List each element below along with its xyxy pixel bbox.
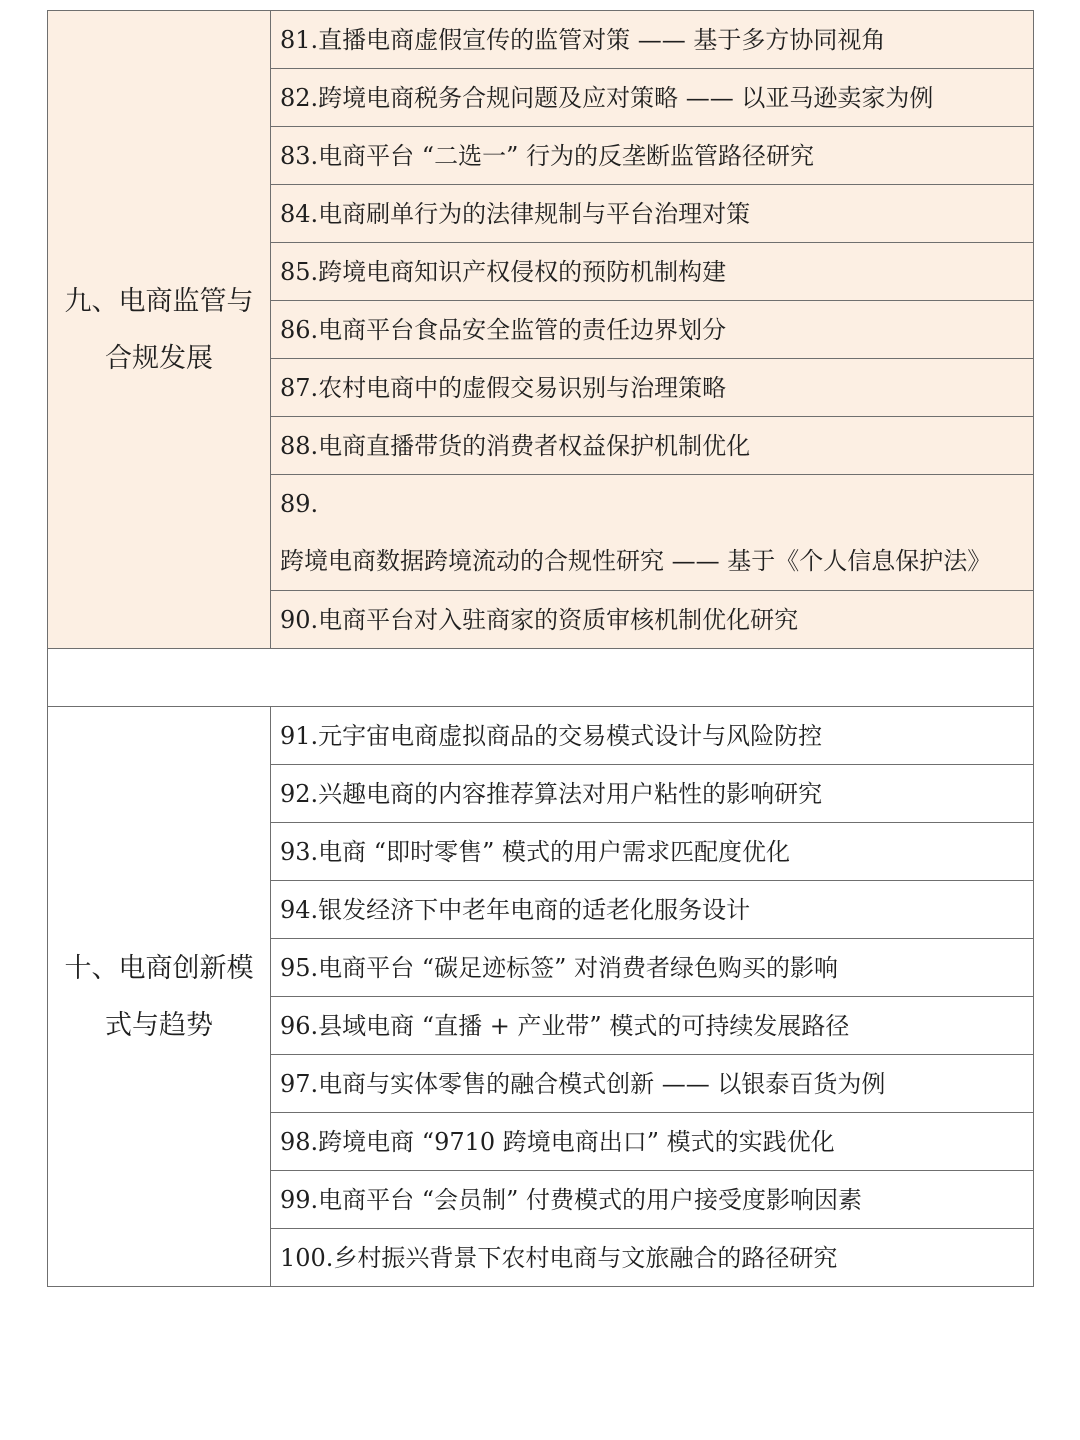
topic-table <box>47 10 1034 1287</box>
item-title: 电商平台对入驻商家的资质审核机制优化研究 <box>318 605 799 634</box>
item-number: 98. <box>280 1127 319 1156</box>
topic-item <box>271 359 1034 417</box>
table-row <box>48 707 1034 765</box>
item-number: 83. <box>280 141 319 170</box>
topic-item <box>271 475 1034 591</box>
item-title: 跨境电商知识产权侵权的预防机制构建 <box>318 257 727 286</box>
topic-item <box>271 301 1034 359</box>
spacer-row <box>48 649 1034 707</box>
topic-item <box>271 1229 1034 1287</box>
item-title: 银发经济下中老年电商的适老化服务设计 <box>318 895 751 924</box>
topic-item <box>271 243 1034 301</box>
item-number: 81. <box>280 25 319 54</box>
topic-item <box>271 591 1034 649</box>
item-title: 电商平台食品安全监管的责任边界划分 <box>318 315 727 344</box>
topic-item <box>271 1171 1034 1229</box>
topic-item <box>271 1055 1034 1113</box>
item-number: 94. <box>280 895 319 924</box>
item-title: 电商刷单行为的法律规制与平台治理对策 <box>318 199 751 228</box>
item-title: 电商与实体零售的融合模式创新 —— 以银泰百货为例 <box>318 1069 886 1098</box>
item-title: 兴趣电商的内容推荐算法对用户粘性的影响研究 <box>318 779 823 808</box>
item-number: 87. <box>280 373 319 402</box>
item-number: 89. <box>280 489 319 518</box>
item-number: 92. <box>280 779 319 808</box>
item-title: 电商平台 “二选一” 行为的反垄断监管路径研究 <box>318 141 814 170</box>
topic-item <box>271 881 1034 939</box>
item-number: 84. <box>280 199 319 228</box>
item-title: 农村电商中的虚假交易识别与治理策略 <box>318 373 727 402</box>
topic-item <box>271 707 1034 765</box>
item-number: 93. <box>280 837 319 866</box>
item-title: 电商直播带货的消费者权益保护机制优化 <box>318 431 751 460</box>
topic-item <box>271 127 1034 185</box>
topic-item <box>271 765 1034 823</box>
item-title: 元宇宙电商虚拟商品的交易模式设计与风险防控 <box>318 721 823 750</box>
item-number: 97. <box>280 1069 319 1098</box>
item-number: 82. <box>280 83 319 112</box>
item-number: 95. <box>280 953 319 982</box>
topic-item <box>271 11 1034 69</box>
category-cell: 十、电商创新模式与趋势 <box>48 707 271 1287</box>
item-title: 跨境电商数据跨境流动的合规性研究 —— 基于《个人信息保护法》 <box>280 546 992 575</box>
item-title: 跨境电商税务合规问题及应对策略 —— 以亚马逊卖家为例 <box>318 83 934 112</box>
item-number: 96. <box>280 1011 319 1040</box>
topic-item <box>271 997 1034 1055</box>
item-number: 91. <box>280 721 319 750</box>
item-title: 直播电商虚假宣传的监管对策 —— 基于多方协同视角 <box>318 25 886 54</box>
empty-cell <box>48 649 1034 707</box>
item-title: 电商 “即时零售” 模式的用户需求匹配度优化 <box>318 837 790 866</box>
item-title: 电商平台 “碳足迹标签” 对消费者绿色购买的影响 <box>318 953 838 982</box>
item-title: 乡村振兴背景下农村电商与文旅融合的路径研究 <box>333 1243 838 1272</box>
item-number: 99. <box>280 1185 319 1214</box>
item-number: 90. <box>280 605 319 634</box>
item-number: 100. <box>280 1243 334 1272</box>
topic-item <box>271 939 1034 997</box>
item-number: 86. <box>280 315 319 344</box>
table-row <box>48 11 1034 69</box>
topic-item <box>271 823 1034 881</box>
topic-item <box>271 1113 1034 1171</box>
item-number: 85. <box>280 257 319 286</box>
item-title: 县域电商 “直播 + 产业带” 模式的可持续发展路径 <box>318 1011 850 1040</box>
topic-item <box>271 417 1034 475</box>
topic-item <box>271 69 1034 127</box>
item-title: 跨境电商 “9710 跨境电商出口” 模式的实践优化 <box>318 1127 835 1156</box>
item-number: 88. <box>280 431 319 460</box>
topic-item <box>271 185 1034 243</box>
category-cell: 九、电商监管与合规发展 <box>48 11 271 649</box>
item-title: 电商平台 “会员制” 付费模式的用户接受度影响因素 <box>318 1185 862 1214</box>
